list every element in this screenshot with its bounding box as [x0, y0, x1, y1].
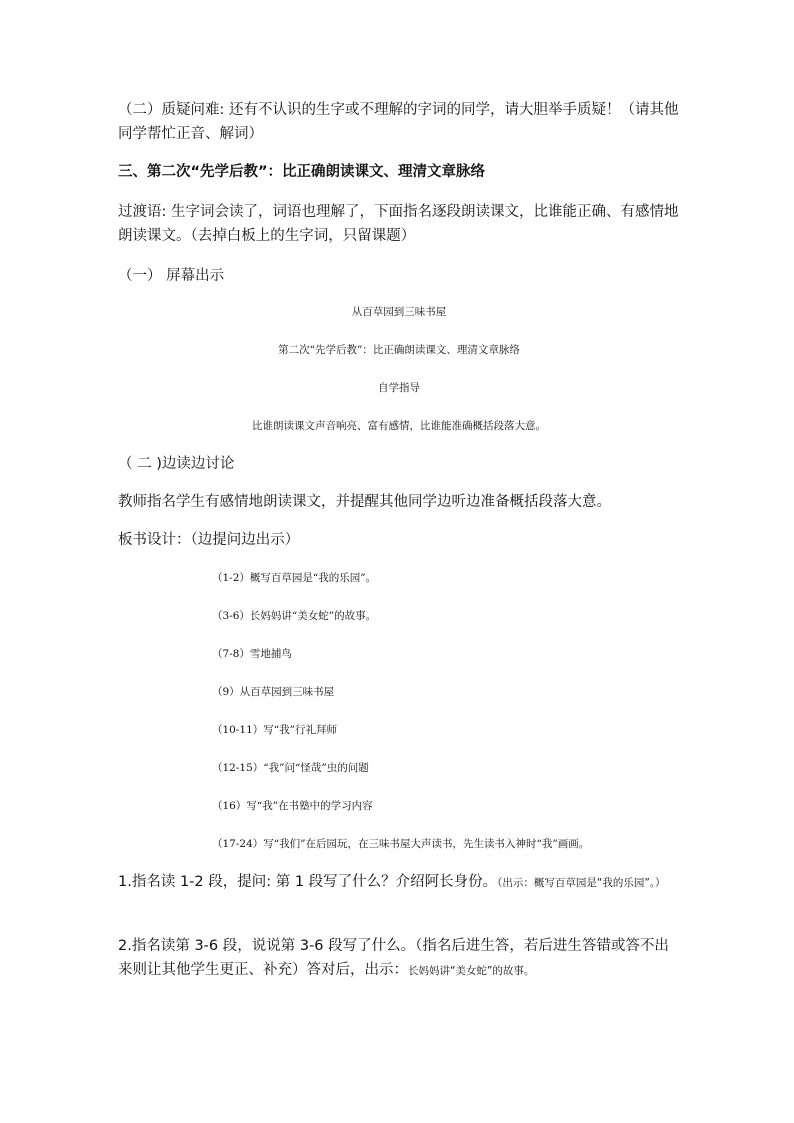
- section-two-question: （二）质疑问难: 还有不认识的生字或不理解的字词的同学，请大胆举手质疑！（请其他同学帮忙正音、解词）: [118, 102, 679, 142]
- board-item: （16）写“我”在书塾中的学习内容: [212, 800, 373, 812]
- step-two-paragraph: [118, 934, 680, 983]
- screen-show-label: （一） 屏幕出示: [118, 268, 225, 284]
- screen-subtitle: 第二次“先学后教”：比正确朗读课文、理清文章脉络: [278, 344, 520, 356]
- board-item: （12-15）“我”问“怪哉”虫的问题: [212, 762, 369, 774]
- board-item: （10-11）写“我”行礼拜师: [212, 724, 338, 736]
- step-one-note: （出示：概写百草园是“我的乐园”。）: [497, 877, 666, 889]
- board-item: （17-24）写“我们”在后园玩，在三味书屋大声读书，先生读书入神时“我”画画。: [212, 838, 590, 850]
- discuss-label: （ 二 )边读边讨论: [118, 456, 235, 472]
- step-one-paragraph: [118, 870, 680, 895]
- step-one-main: 1.指名读 1-2 段，提问: 第 1 段写了什么？介绍阿长身份。: [118, 874, 498, 890]
- board-item: （3-6）长妈妈讲“美女蛇”的故事。: [212, 610, 377, 622]
- screen-title: 从百草园到三味书屋: [351, 306, 447, 318]
- board-item: （7-8）雪地捕鸟: [212, 648, 292, 660]
- screen-guide-text: 比谁朗读课文声音响亮、富有感情，比谁能准确概括段落大意。: [252, 420, 546, 432]
- heading-three: 三、第二次“先学后教”：比正确朗读课文、理清文章脉络: [118, 164, 486, 180]
- screen-guide-title: 自学指导: [378, 382, 420, 394]
- transition-paragraph: 过渡语: 生字词会读了，词语也理解了，下面指名逐段朗读课文，比谁能正确、有感情地朗读课文。（去掉白板上的生字词，只留课题）: [118, 204, 679, 244]
- step-two-main: 2.指名读第 3-6 段，说说第 3-6 段写了什么。（指名后进生答，若后进生答错或答不出来则让其他学生更正、补充）答对后，出示：: [118, 938, 669, 978]
- board-label: 板书设计：（边提问边出示）: [118, 532, 300, 548]
- step-two-note: 长妈妈讲“美女蛇”的故事。: [408, 965, 535, 977]
- board-item: （9）从百草园到三味书屋: [212, 686, 335, 698]
- teacher-instruction: 教师指名学生有感情地朗读课文，并提醒其他同学边听边准备概括段落大意。: [118, 494, 611, 510]
- board-item: （1-2）概写百草园是“我的乐园”。: [212, 572, 377, 584]
